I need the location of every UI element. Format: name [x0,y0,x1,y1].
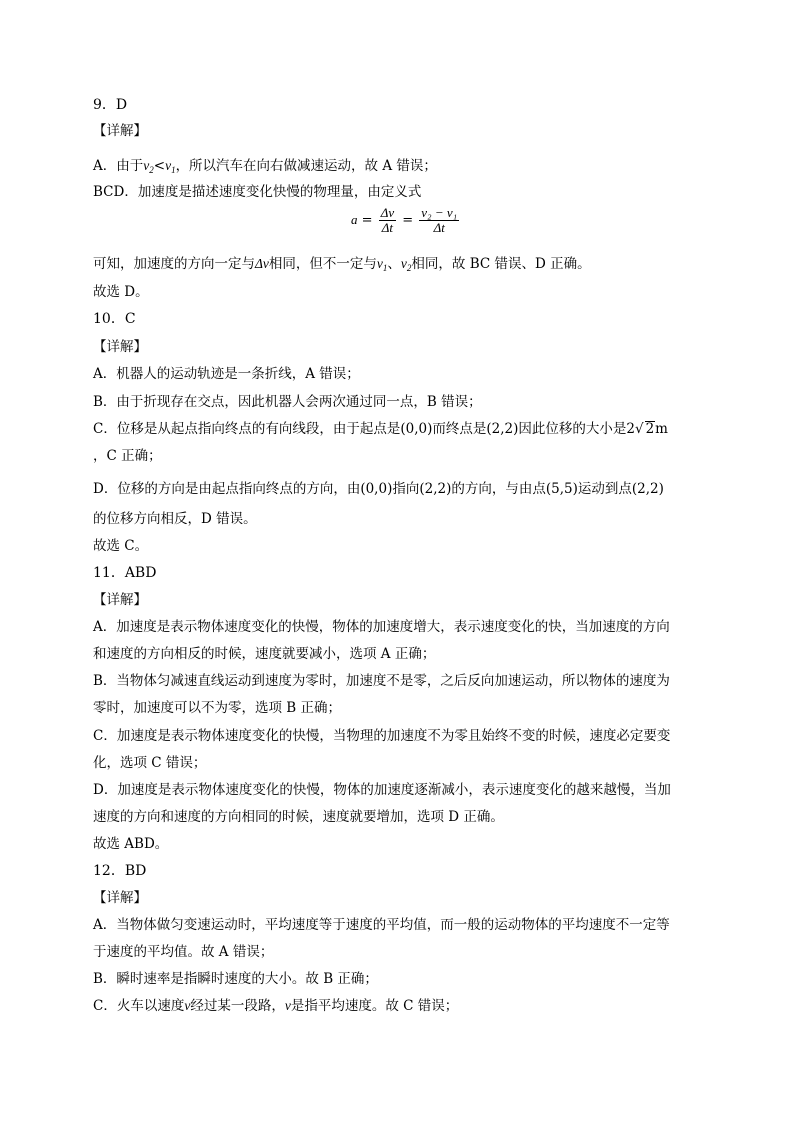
text: BCD．加速度是描述速度变化快慢的物理量，由定义式 [93,184,422,200]
text: 因此位移的大小是 [518,421,627,437]
section-heading [93,338,147,356]
question-number [93,862,146,880]
paragraph-line [93,618,670,636]
text: B．当物体匀减速直线运动到速度为零时，加速度不是零，之后反向加速运动，所以物体的速度为 [93,673,670,689]
section-heading [93,889,147,907]
math-dv: Δv [255,256,269,271]
paragraph-line [93,537,148,555]
question-number [93,96,127,114]
text: 故选 C。 [93,538,149,554]
math-v1: $v_1$ [165,158,176,175]
text: A．由于 [93,158,144,174]
paragraph-line [93,480,664,498]
text: B．瞬时速率是指瞬时速度的大小。故 B 正确； [93,971,378,987]
text: B．由于折现存在交点，因此机器人会两次通过同一点，B 错误； [93,394,482,410]
question-number [93,564,156,582]
text: 化，选项 C 错误； [93,755,207,771]
section-heading [93,122,147,140]
paragraph-line [93,781,671,799]
math-point: (2,2) [486,421,519,437]
text: ，C 正确； [93,448,162,464]
paragraph-line [93,447,162,465]
paragraph-line [93,970,378,988]
math-point: (5,5) [545,481,578,497]
text: 相同，故 BC 错误、D 正确。 [411,256,591,272]
text: 【详解】 [93,339,147,355]
math-lt: < [153,158,166,174]
text: 的位移方向相反，D 错误。 [93,511,257,527]
text: 是指平均速度。故 C 错误； [290,998,459,1014]
paragraph-line [93,727,670,745]
text: 、 [387,256,401,272]
text: D．加速度是表示物体速度变化的快慢，物体的加速度逐渐减小，表示速度变化的越来越慢，当加 [93,782,671,798]
text: 零时，加速度可以不为零，选项 B 正确； [93,700,342,716]
text: 故选 ABD。 [93,836,169,852]
text: 【详解】 [93,890,147,906]
text: 相同，但不一定与 [268,256,377,272]
math-v1: $v_1$ [376,256,388,273]
text: 指向 [392,481,420,497]
text: 的方向，与由点 [451,481,546,497]
math-point: (2,2) [631,481,664,497]
paragraph-line [93,183,421,201]
math-v2: $v_2$ [400,256,412,273]
question-number [93,310,136,328]
text: 而终点是 [432,421,487,437]
text: 【详解】 [93,592,147,608]
text: 于速度的平均值。故 A 错误； [93,944,274,960]
math-v: v [284,998,291,1013]
text: 运动到点 [577,481,632,497]
section-heading [93,591,147,609]
paragraph-line [93,255,591,277]
text: 可知，加速度的方向一定与 [93,256,255,272]
acceleration-formula: a = $\frac{\Delta v}{\Delta t}$ = $\frac{\text{v₂ − v₁}}{\Delta t}$ [351,205,458,235]
text: A．加速度是表示物体速度变化的快慢，物体的加速度增大，表示速度变化的快，当加速度的方向 [93,619,670,635]
paragraph-line [93,645,435,663]
text: 经过某一段路， [190,998,285,1014]
paragraph-line [93,835,168,853]
paragraph-line [93,808,504,826]
text: 和速度的方向相反的时候，速度就要减小，选项 A 正确； [93,646,436,662]
text: 【详解】 [93,123,147,139]
text: C．火车以速度 [93,998,185,1014]
text: 故选 D。 [93,284,149,300]
text: A．当物体做匀变速运动时，平均速度等于速度的平均值，而一般的运动物体的平均速度不一定等 [93,917,670,933]
text: C．加速度是表示物体速度变化的快慢，当物理的加速度不为零且始终不变的时候，速度必定要变 [93,728,671,744]
text: A．机器人的运动轨迹是一条折线，A 错误； [93,366,360,382]
math-point: (0,0) [360,481,393,497]
paragraph-line [93,365,360,383]
paragraph-line [93,699,341,717]
paragraph-line [93,157,437,179]
paragraph-line [93,420,668,438]
math-point: (0,0) [400,421,433,437]
paragraph-line [93,754,206,772]
text: ，所以汽车在向右做减速运动，故 A 错误； [175,158,437,174]
text: 9．D [93,97,128,113]
text: 速度的方向和速度的方向相同的时候，速度就要增加，选项 D 正确。 [93,809,504,825]
paragraph-line [93,916,670,934]
text: 12．BD [93,863,147,879]
paragraph-line [93,943,273,961]
math-point: (2,2) [419,481,452,497]
paragraph-line [93,997,458,1015]
math-v: v [184,998,191,1013]
math-sqrt: 2√ 2m [626,421,668,437]
text: C．位移是从起点指向终点的有向线段，由于起点是 [93,421,401,437]
paragraph-line [93,393,482,411]
paragraph-line [93,510,257,528]
paragraph-line [93,672,670,690]
paragraph-line [93,283,149,301]
math-v2: $v_2$ [143,158,154,175]
text: 10．C [93,311,136,327]
text: 11．ABD [93,565,157,581]
text: D．位移的方向是由起点指向终点的方向，由 [93,481,361,497]
